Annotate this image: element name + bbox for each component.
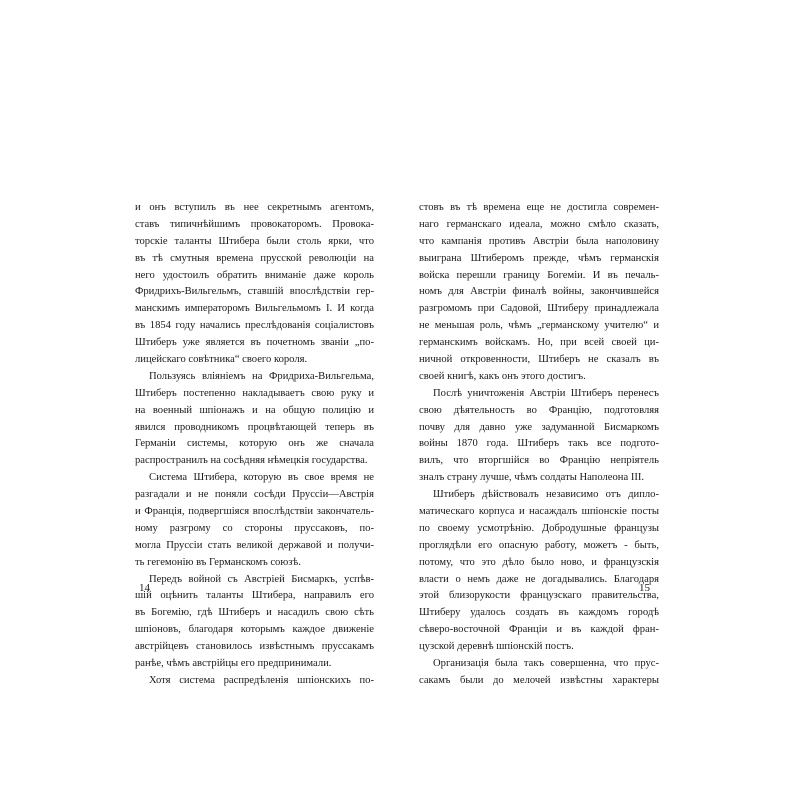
text-line: не меньшая роль, чѣмъ „германскому учителю“ и [419, 320, 659, 332]
text-line: Штиберъ дѣйствовалъ независимо отъ дипло- [433, 489, 659, 501]
text-line: Система Штибера, которую въ свое время не [149, 472, 374, 484]
text-line: Штиберъ постепенно накладываетъ свою руку и [135, 387, 374, 399]
text-line: Послѣ уничтоженія Австріи Штиберъ перенесъ [433, 387, 659, 399]
text-line: сѣверо-восточной Франціи и въ каждой фран- [419, 624, 659, 636]
text-line: ничной откровенности, Штиберъ не сказалъ въ [419, 354, 659, 366]
text-line: ть гегемонію въ Германскомъ союзѣ. [135, 556, 301, 568]
text-line: цузской деревнѣ шпіонскій постъ. [419, 641, 574, 653]
text-line: Организація была такъ совершенна, что прус- [433, 658, 659, 670]
text-line: шпіоновъ, благодаря которымъ каждое движеніе [135, 624, 374, 636]
text-line: и Франція, подвергшіяся впослѣдствіи закончатель- [135, 506, 374, 518]
text-line: что кампанія противъ Австріи была наполовину [419, 235, 659, 247]
text-line: въ 1854 году начались преслѣдованія соціалистовъ [135, 320, 374, 332]
text-line: Германіи системы, которую онъ же сначала [135, 438, 374, 450]
text-line: Хотя система распредѣленія шпіонскихъ по- [149, 674, 374, 686]
text-line: стовъ въ тѣ времена еще не достигла современ- [419, 202, 659, 213]
text-line: сакамъ были до мелочей извѣстны характеры [419, 674, 659, 686]
text-line: могла Пруссіи стать великой державой и получи- [135, 539, 374, 551]
text-line: почву для давно уже задуманной Бисмаркомъ [419, 421, 659, 433]
text-line: матическаго корпуса и насаждалъ шпіонскіе посты [419, 506, 659, 518]
text-line: ному разгрому со стороны пруссаковъ, по- [135, 522, 374, 534]
text-line: него удостоилъ обратить вниманіе даже король [135, 269, 374, 281]
text-line: Фридрихъ-Вильгельмъ, ставшій впослѣдствіи гер- [135, 286, 374, 298]
text-line: торскіе таланты Штибера были столь ярки, что [135, 235, 374, 247]
text-line: власти о немъ даже не догадывались. Благодаря [419, 573, 659, 585]
text-line: ранѣе, чѣмъ австрійцы его предпринимали. [135, 658, 332, 670]
text-line: проглядѣли его опасную работу, можетъ - быть, [419, 539, 659, 551]
text-line: наго германскаго идеала, можно смѣло сказать, [419, 218, 659, 230]
left-page-text [135, 200, 374, 690]
text-line: войны 1870 года. Штиберъ такъ все подгото- [419, 438, 659, 450]
text-line: шій оцѣнить таланты Штибера, направилъ его [135, 590, 374, 602]
text-line: номъ для Австріи финалѣ войны, закончившейся [419, 286, 659, 298]
text-line: зналъ страну лучше, чѣмъ солдаты Наполеона III. [419, 472, 645, 484]
right-page-text [419, 200, 659, 690]
text-line: вилъ, что вторгшійся во Францію непріятель [419, 455, 659, 467]
text-line: потому, что это дѣло было ново, и французскія [419, 556, 659, 568]
text-line: Передъ войной съ Австріей Бисмаркъ, успѣв- [149, 573, 374, 585]
text-line: лицейскаго совѣтника“ своего короля. [135, 354, 308, 366]
text-line: на военный шпіонажъ и на общую полицію и [135, 404, 374, 416]
left-page-number: 14 [139, 582, 150, 594]
right-page [400, 0, 800, 800]
text-line: выиграна Штиберомъ прежде, чѣмъ германскія [419, 252, 659, 264]
text-line: этой близорукости французскаго правительства, [419, 590, 659, 602]
text-line: разгромомъ при Садовой, Штиберу принадлежала [419, 303, 659, 315]
text-line: своей книгѣ, какъ онъ этого достигъ. [419, 370, 586, 382]
text-line: распространилъ на сосѣдняя нѣмецкія государства. [135, 455, 368, 467]
text-line: австрійцевъ становилось извѣстнымъ пруссакамъ [135, 641, 374, 653]
text-line: въ тѣ смутныя времена прусской революціи на [135, 252, 374, 264]
text-line: войска перешли границу Богеміи. И въ печаль- [419, 269, 659, 281]
text-line: и онъ вступилъ въ нее секретнымъ агентомъ, [135, 202, 374, 213]
text-line: въ Богемію, гдѣ Штиберъ и насадилъ свою сѣть [135, 607, 374, 619]
text-line: манскимъ императоромъ Вильгельмомъ I. И когда [135, 303, 374, 315]
right-page-number: 15 [639, 582, 650, 594]
text-line: по своему усмотрѣнію. Добродушные французы [419, 522, 659, 534]
text-line: Штиберъ уже является въ почетномъ званіи „по- [135, 337, 374, 349]
text-line: свою дѣятельность во Францію, подготовляя [419, 404, 659, 416]
text-line: разгадали и не поняли сосѣди Пруссіи—Австрія [135, 489, 374, 501]
text-line: явился проводникомъ процвѣтающей теперь въ [135, 421, 374, 433]
text-line: ставъ типичнѣйшимъ провокаторомъ. Провока- [135, 218, 374, 230]
text-line: германскимъ войскамъ. Но, при всей своей ци- [419, 337, 659, 349]
text-line: Штиберу удалось создать въ каждомъ городѣ [419, 607, 659, 619]
text-line: Пользуясь вліяніемъ на Фридриха-Вильгельма, [149, 370, 374, 382]
